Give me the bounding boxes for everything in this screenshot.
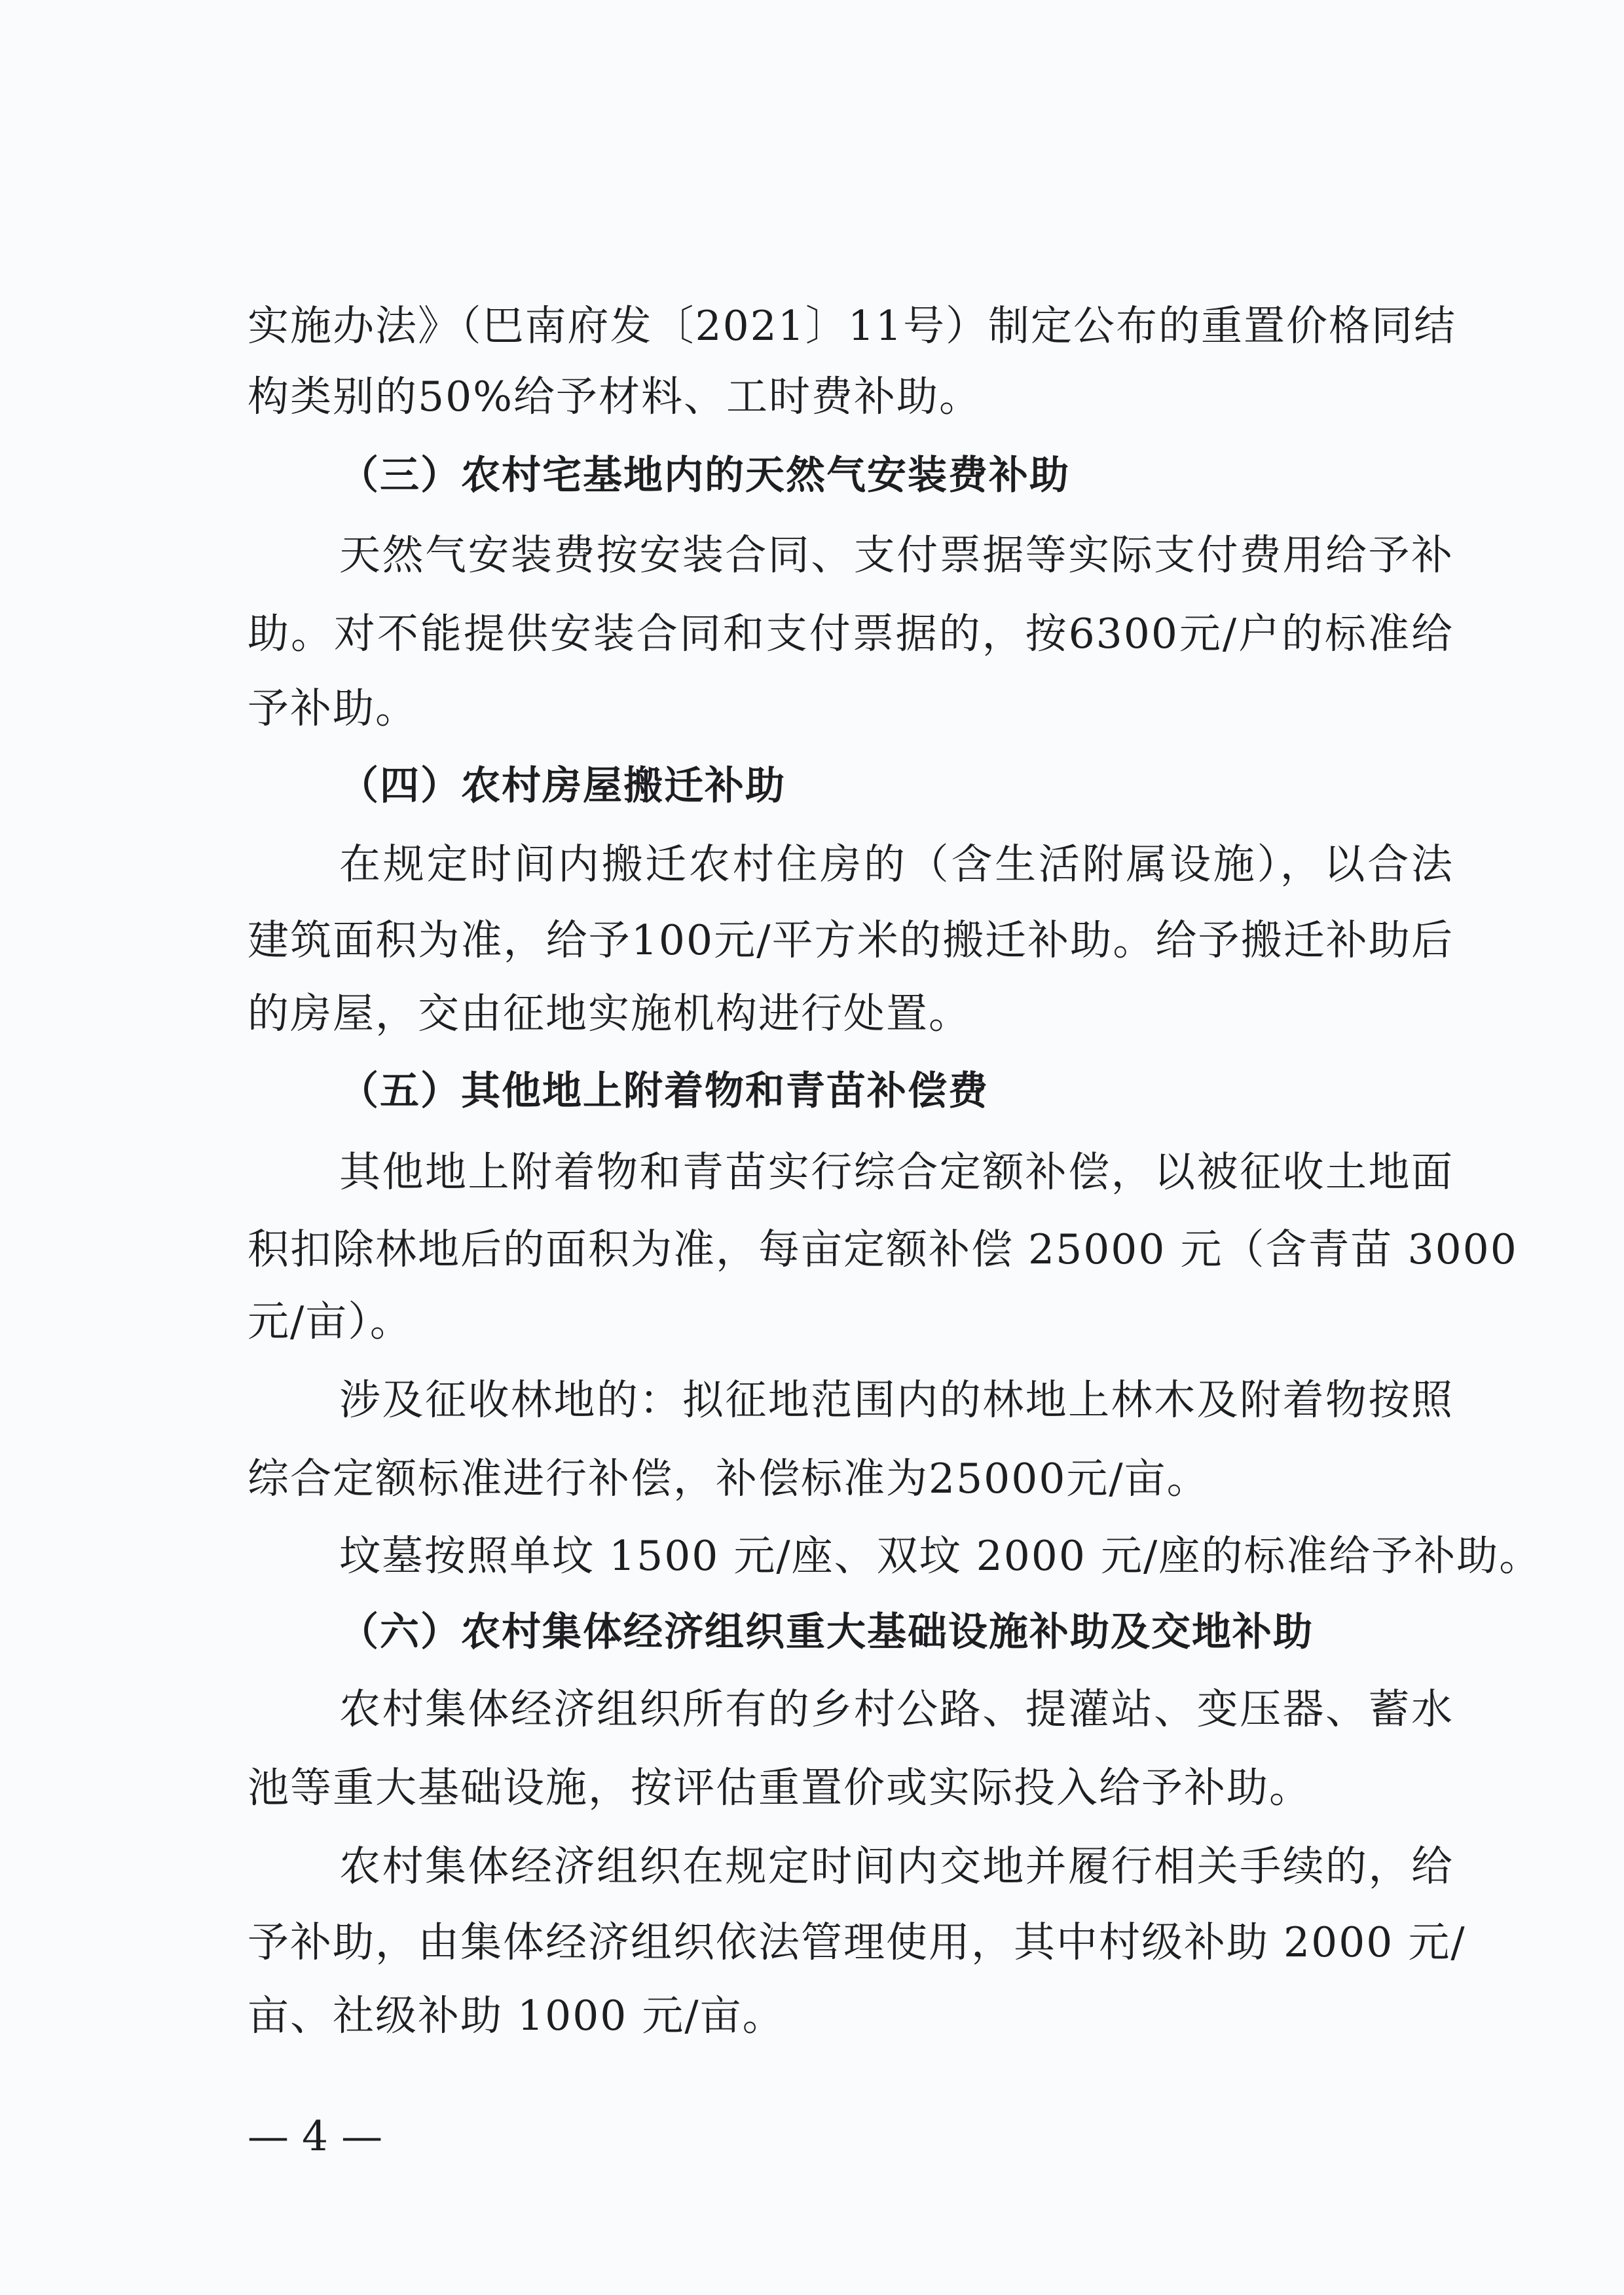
section-heading: （六）农村集体经济组织重大基础设施补助及交地补助: [339, 1609, 1314, 1655]
body-text-line: 建筑面积为准，给予100元/平方米的搬迁补助。给予搬迁补助后: [248, 916, 1454, 964]
body-text-line: 积扣除林地后的面积为准，每亩定额补偿 25000 元（含青苗 3000: [248, 1225, 1518, 1273]
body-text-line: 的房屋，交由征地实施机构进行处置。: [248, 990, 971, 1037]
body-text-line: 亩、社级补助 1000 元/亩。: [248, 1992, 785, 2040]
body-text-line: 在规定时间内搬迁农村住房的（含生活附属设施），以合法: [339, 840, 1454, 888]
body-text-line: 元/亩）。: [248, 1297, 413, 1345]
body-text-line: 助。对不能提供安装合同和支付票据的，按6300元/户的标准给: [248, 610, 1454, 658]
section-heading: （四）农村房屋搬迁补助: [339, 763, 786, 809]
body-text-line: 坟墓按照单坟 1500 元/座、双坟 2000 元/座的标准给予补助。: [339, 1532, 1542, 1580]
body-text-line: 综合定额标准进行补偿，补偿标准为25000元/亩。: [248, 1455, 1209, 1502]
section-heading: （三）农村宅基地内的天然气安装费补助: [339, 453, 1070, 498]
body-text-line: 予补助。: [248, 684, 418, 732]
body-text-line: 农村集体经济组织所有的乡村公路、提灌站、变压器、蓄水: [339, 1685, 1454, 1733]
body-text-line: 天然气安装费按安装合同、支付票据等实际支付费用给予补: [339, 531, 1454, 579]
body-text-line: 其他地上附着物和青苗实行综合定额补偿，以被征收土地面: [339, 1148, 1454, 1196]
page-number: — 4 —: [248, 2112, 383, 2160]
body-text-line: 实施办法》（巴南府发〔2021〕11号）制定公布的重置价格同结: [248, 302, 1456, 350]
body-text-line: 构类别的50%给予材料、工时费补助。: [248, 373, 982, 420]
body-text-line: 予补助，由集体经济组织依法管理使用，其中村级补助 2000 元/: [248, 1918, 1466, 1966]
body-text-line: 涉及征收林地的：拟征地范围内的林地上林木及附着物按照: [339, 1376, 1454, 1424]
section-heading: （五）其他地上附着物和青苗补偿费: [339, 1068, 989, 1114]
body-text-line: 农村集体经济组织在规定时间内交地并履行相关手续的，给: [339, 1842, 1454, 1890]
body-text-line: 池等重大基础设施，按评估重置价或实际投入给予补助。: [248, 1764, 1312, 1812]
